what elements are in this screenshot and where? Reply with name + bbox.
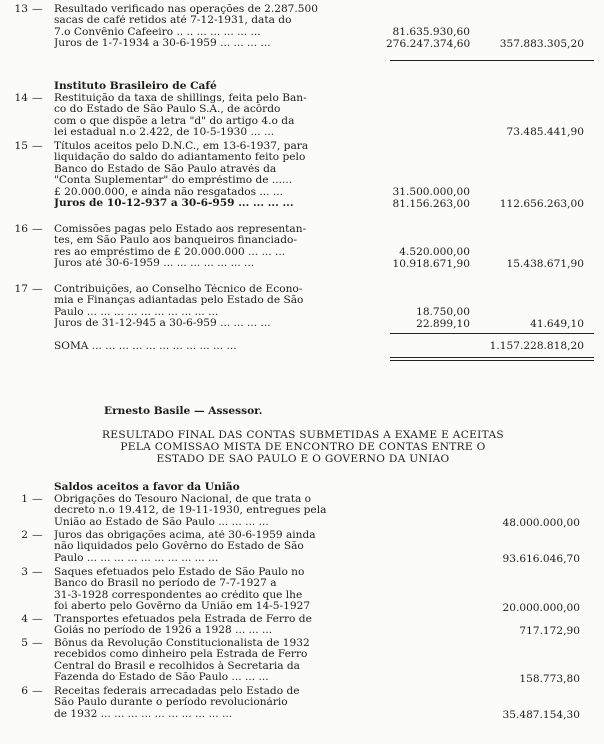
text-line: Transportes efetuados pela Estrada de Ferro de xyxy=(54,614,312,625)
text-line: Títulos aceitos pelo D.N.C., em 13-6-1937, para xyxy=(54,141,309,152)
dash: — xyxy=(32,3,43,15)
text-line: Central do Brasil e recolhidos à Secretaria da xyxy=(54,660,300,672)
total-amount: 35.487.154,30 xyxy=(502,709,580,721)
text-line: Bônus da Revolução Constitucionalista de 1932 xyxy=(54,638,310,649)
partial-amount: 31.500.000,00 xyxy=(392,186,470,198)
rule xyxy=(390,360,594,361)
text-line: União ao Estado de São Paulo ... ... ... ... xyxy=(54,516,269,528)
item-number: 14 xyxy=(14,92,28,104)
text-line: "Conta Suplementar" do empréstimo de ...... xyxy=(54,175,293,187)
text-line: co do Estado de São Paulo S.A., de acôrdo xyxy=(54,104,281,116)
text-line: Restituição da taxa de shillings, feita pelo Ban- xyxy=(54,93,307,104)
partial-amount: 4.520.000,00 xyxy=(399,246,470,258)
partial-amount: 18.750,00 xyxy=(416,306,470,318)
total-amount: 717.172,90 xyxy=(519,625,580,637)
rule xyxy=(390,333,594,334)
text-line: recebidos como dinheiro pela Estrada de Ferro xyxy=(54,649,308,661)
item-text xyxy=(54,4,384,50)
text-line: com o que dispõe a letra "d" do artigo 4.o da xyxy=(54,115,295,127)
partial-amount: 81.156.263,00 xyxy=(392,198,470,210)
text-line: Paulo ... ... ... ... ... ... ... ... ... ... xyxy=(54,306,219,318)
soma-value: 1.157.228.818,20 xyxy=(489,340,584,352)
text-line: Receitas federais arrecadadas pelo Estado de xyxy=(54,686,300,697)
text-line: Juros de 1-7-1934 a 30-6-1959 ... ... ... ... xyxy=(54,38,271,50)
item-number: 2 xyxy=(21,529,28,541)
item-number: 4 xyxy=(21,613,28,625)
subheading: Saldos aceitos a favor da União xyxy=(54,481,240,493)
partial-amount: 276.247.374,60 xyxy=(386,38,471,50)
item-text xyxy=(54,567,388,613)
item-text xyxy=(54,141,384,209)
text-line: lei estadual n.o 2.422, de 10-5-1930 ... ... xyxy=(54,127,275,139)
text-line: £ 20.000.000, e ainda não resgatados ... ... xyxy=(54,186,283,198)
text-line: Fazenda do Estado de São Paulo ... ... ... xyxy=(54,672,269,684)
text-line: São Paulo durante o período revolucionário xyxy=(54,697,288,709)
partial-amount: 22.899,10 xyxy=(416,318,470,330)
text-line: Banco do Brasil no período de 7-7-1927 a xyxy=(54,578,277,590)
total-amount: 15.438.671,90 xyxy=(506,258,584,270)
item-number: 6 xyxy=(21,685,28,697)
dash: — xyxy=(32,613,43,625)
rule xyxy=(390,357,594,358)
total-amount: 73.485.441,90 xyxy=(506,126,584,138)
title-line: RESULTADO FINAL DAS CONTAS SUBMETIDAS A EXAME E ACEITAS xyxy=(102,430,504,441)
item-number: 13 xyxy=(14,3,28,15)
item-number: 17 xyxy=(14,283,28,295)
item-text xyxy=(54,284,384,330)
dash: — xyxy=(32,140,43,152)
item-number: 16 xyxy=(14,223,28,235)
text-line: sacas de café retidos até 7-12-1931, data do xyxy=(54,15,292,27)
partial-amount: 10.918.671,90 xyxy=(392,258,470,270)
dash: — xyxy=(32,283,43,295)
text-line: Obrigações do Tesouro Nacional, de que trata o xyxy=(54,494,312,505)
total-amount: 20.000.000,00 xyxy=(502,602,580,614)
text-line: tes, em São Paulo aos banqueiros financiado- xyxy=(54,235,297,247)
dash: — xyxy=(32,566,43,578)
text-line: Contribuições, ao Conselho Técnico de Econo- xyxy=(54,284,303,295)
text-line: de 1932 ... ... ... ... ... ... ... ... ... ... xyxy=(54,708,233,720)
total-amount: 158.773,80 xyxy=(519,673,580,685)
dash: — xyxy=(32,493,43,505)
text-line: 31-3-1928 correspondentes ao crédito que lhe xyxy=(54,589,303,601)
text-line: 7.o Convênio Cafeeiro .. .. ... ... ... ... ... xyxy=(54,26,261,38)
dash: — xyxy=(32,92,43,104)
partial-amount: 81.635.930,60 xyxy=(392,26,470,38)
title-line: PELA COMISSÃO MISTA DE ENCONTRO DE CONTAS ENTRE O xyxy=(120,442,486,453)
item-number: 3 xyxy=(21,566,28,578)
page-title xyxy=(20,430,586,466)
text-line: Comissões pagas pelo Estado aos representan- xyxy=(54,224,307,235)
total-amount: 112.656.263,00 xyxy=(499,198,584,210)
text-line: Goiás no período de 1926 a 1928 ... ... ... xyxy=(54,625,273,637)
total-amount: 93.616.046,70 xyxy=(502,553,580,565)
total-amount: 41.649,10 xyxy=(530,318,584,330)
item-text xyxy=(54,686,388,720)
item-number: 15 xyxy=(14,140,28,152)
item-number: 1 xyxy=(21,493,28,505)
item-text xyxy=(54,638,388,684)
text-line: decreto n.o 19.412, de 19-11-1930, entregues pela xyxy=(54,505,327,517)
text-line: Juros de 10-12-937 a 30-6-959 ... ... ... ... xyxy=(54,197,294,209)
text-line: foi aberto pelo Govêrno da União em 14-5-1927 xyxy=(54,601,311,613)
item-text xyxy=(54,224,384,270)
section-heading: Instituto Brasileiro de Café xyxy=(54,80,217,92)
signature: Ernesto Basile — Assessor. xyxy=(104,405,263,417)
text-line: não liquidados pelo Govêrno do Estado de São xyxy=(54,541,304,553)
text-line: Saques efetuados pelo Estado de São Paulo no xyxy=(54,567,305,578)
text-line: liquidação do saldo do adiantamento feito pelo xyxy=(54,152,306,164)
item-text xyxy=(54,530,388,564)
text-line: Banco do Estado de São Paulo através da xyxy=(54,163,277,175)
dash: — xyxy=(32,223,43,235)
dash: — xyxy=(32,637,43,649)
item-number: 5 xyxy=(21,637,28,649)
text-line: Juros de 31-12-945 a 30-6-959 ... ... ... ... xyxy=(54,318,271,330)
text-line: Juros até 30-6-1959 ... ... ... ... ... ... ... xyxy=(54,258,255,270)
item-text xyxy=(54,93,384,139)
text-line: Paulo ... ... ... ... ... ... ... ... ... ... xyxy=(54,552,219,564)
soma-label: SOMA ... ... ... ... ... ... ... ... ... ... ... xyxy=(54,340,237,352)
dash: — xyxy=(32,685,43,697)
text-line: mia e Finanças adiantadas pelo Estado de São xyxy=(54,295,304,307)
total-amount: 357.883.305,20 xyxy=(499,38,584,50)
rule xyxy=(390,60,594,61)
dash: — xyxy=(32,529,43,541)
text-line: Resultado verificado nas operações de 2.287.500 xyxy=(54,4,319,15)
text-line: res ao empréstimo de £ 20.000.000 ... ... ... xyxy=(54,246,286,258)
total-amount: 48.000.000,00 xyxy=(502,517,580,529)
item-text xyxy=(54,494,388,528)
title-line: ESTADO DE SÃO PAULO E O GOVERNO DA UNIÃO xyxy=(156,454,450,465)
item-text xyxy=(54,614,388,637)
text-line: Juros das obrigações acima, até 30-6-1959 ainda xyxy=(54,530,316,541)
